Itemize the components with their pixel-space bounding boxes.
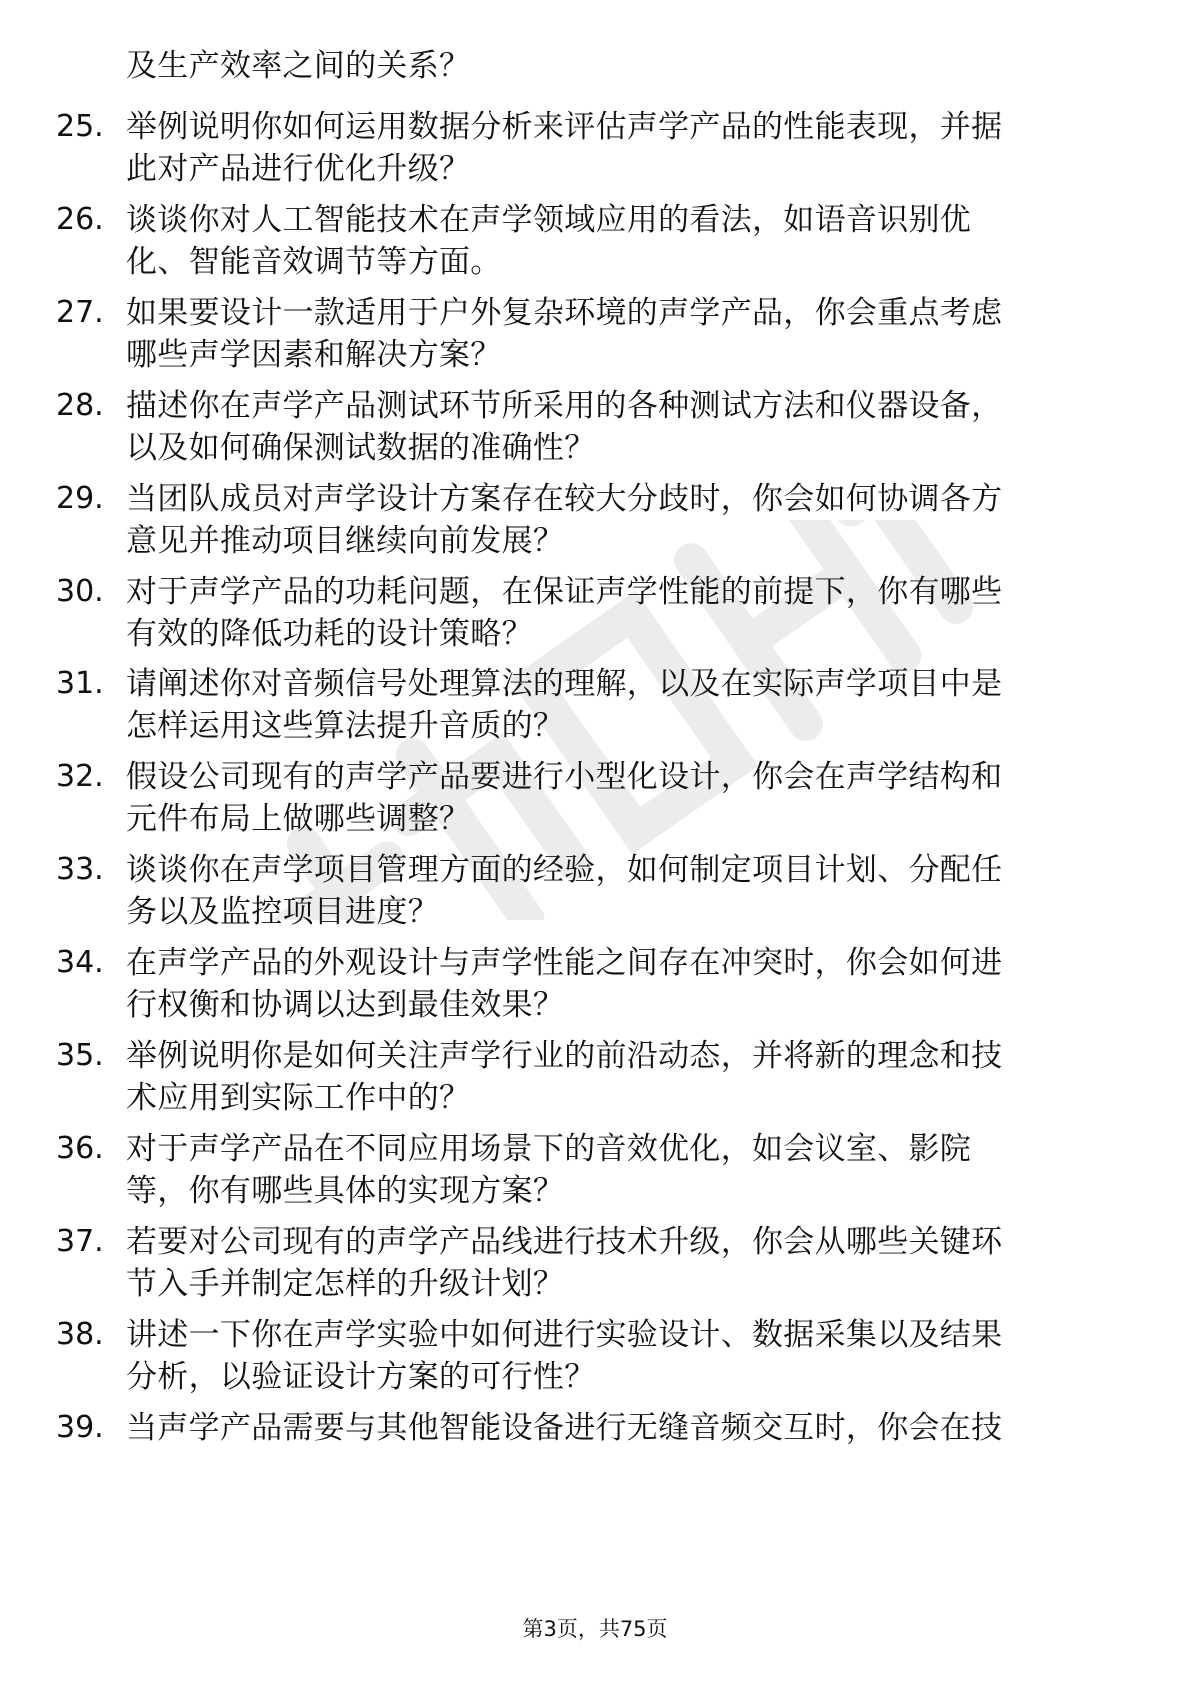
question-number: 26. (56, 202, 104, 237)
question-number: 38. (56, 1317, 104, 1352)
question-text-line: 意见并推动项目继续向前发展？ (126, 523, 565, 559)
question-text-line: 分析，以验证设计方案的可行性？ (126, 1359, 596, 1395)
question-text-line: 化、智能音效调节等方面。 (126, 244, 502, 280)
question-text-line: 及生产效率之间的关系？ (126, 48, 471, 84)
question-text-line: 如果要设计一款适用于户外复杂环境的声学产品，你会重点考虑 (126, 295, 1003, 331)
question-text-line: 举例说明你如何运用数据分析来评估声学产品的性能表现，并据 (126, 109, 1003, 145)
question-text-line: 对于声学产品在不同应用场景下的音效优化，如会议室、影院 (126, 1131, 972, 1167)
question-text-line: 描述你在声学产品测试环节所采用的各种测试方法和仪器设备， (126, 388, 1003, 424)
question-text-line: 对于声学产品的功耗问题，在保证声学性能的前提下，你有哪些 (126, 574, 1003, 610)
question-number: 39. (56, 1410, 104, 1445)
page-footer: 第3页，共75页 (522, 1617, 668, 1641)
question-text-line: 讲述一下你在声学实验中如何进行实验设计、数据采集以及结果 (126, 1317, 1003, 1353)
question-text-line: 有效的降低功耗的设计策略？ (126, 616, 533, 652)
question-text-line: 假设公司现有的声学产品要进行小型化设计，你会在声学结构和 (126, 759, 1003, 795)
question-number: 28. (56, 388, 104, 423)
question-text-line: 谈谈你在声学项目管理方面的经验，如何制定项目计划、分配任 (126, 852, 1003, 888)
question-text-line: 请阐述你对音频信号处理算法的理解，以及在实际声学项目中是 (126, 666, 1003, 702)
question-text-line: 以及如何确保测试数据的准确性？ (126, 430, 596, 466)
question-number: 31. (56, 666, 104, 701)
question-number: 25. (56, 109, 104, 144)
question-text-line: 哪些声学因素和解决方案？ (126, 337, 502, 373)
question-number: 37. (56, 1224, 104, 1259)
question-number: 29. (56, 481, 104, 516)
question-text-line: 怎样运用这些算法提升音质的？ (126, 708, 565, 744)
question-number: 35. (56, 1038, 104, 1073)
question-text-line: 等，你有哪些具体的实现方案？ (126, 1173, 565, 1209)
question-text-line: 行权衡和协调以达到最佳效果？ (126, 987, 565, 1023)
question-text-line: 当声学产品需要与其他智能设备进行无缝音频交互时，你会在技 (126, 1410, 1003, 1446)
question-text-line: 术应用到实际工作中的？ (126, 1080, 471, 1116)
question-text-line: 务以及监控项目进度？ (126, 894, 439, 930)
question-number: 32. (56, 759, 104, 794)
question-number: 30. (56, 574, 104, 609)
question-text-line: 当团队成员对声学设计方案存在较大分歧时，你会如何协调各方 (126, 481, 1003, 517)
question-number: 36. (56, 1131, 104, 1166)
question-number: 34. (56, 945, 104, 980)
question-text-line: 节入手并制定怎样的升级计划？ (126, 1266, 565, 1302)
question-text-line: 举例说明你是如何关注声学行业的前沿动态，并将新的理念和技 (126, 1038, 1003, 1074)
question-text-line: 在声学产品的外观设计与声学性能之间存在冲突时，你会如何进 (126, 945, 1003, 981)
question-number: 33. (56, 852, 104, 887)
question-text-line: 此对产品进行优化升级？ (126, 151, 471, 187)
question-number: 27. (56, 295, 104, 330)
question-text-line: 元件布局上做哪些调整？ (126, 801, 471, 837)
question-text-line: 若要对公司现有的声学产品线进行技术升级，你会从哪些关键环 (126, 1224, 1003, 1260)
question-text-line: 谈谈你对人工智能技术在声学领域应用的看法，如语音识别优 (126, 202, 972, 238)
